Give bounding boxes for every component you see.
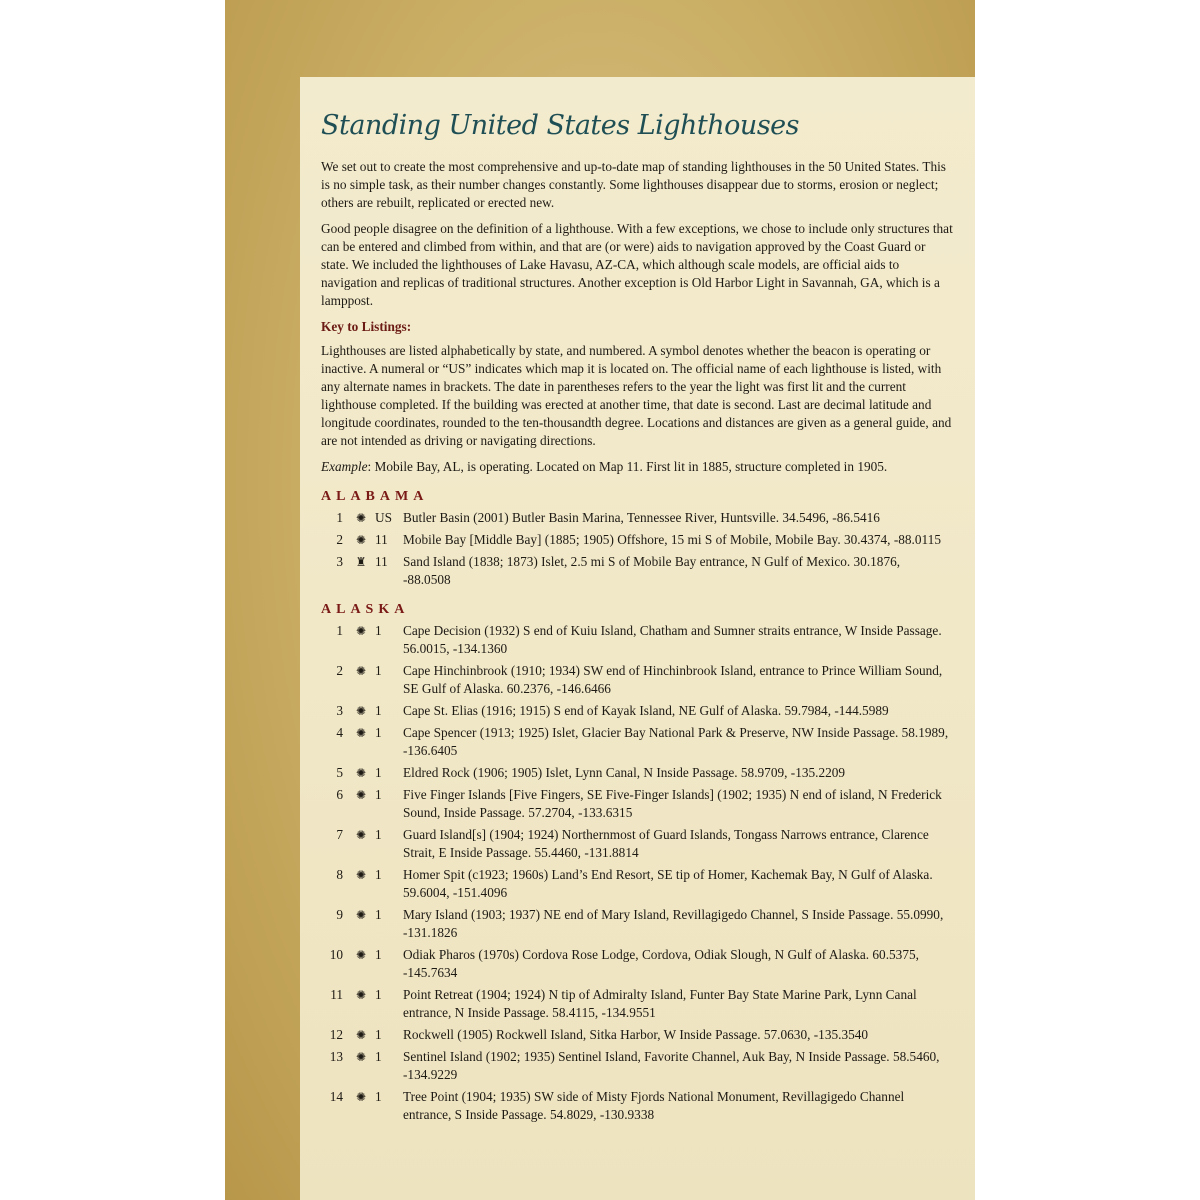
entry-text: Sentinel Island (1902; 1935) Sentinel Island, Favorite Channel, Auk Bay, N Inside Passage. 58.5460, -134.9229 [403,1049,940,1082]
map-number: 1 [375,947,382,962]
operating-lighthouse-icon: ✺ [355,511,367,525]
map-number: 1 [375,703,382,718]
entry-text: Mary Island (1903; 1937) NE end of Mary Island, Revillagigedo Channel, S Inside Passage. 55.0990, -131.1826 [403,907,944,940]
lighthouse-entry [321,826,956,862]
operating-lighthouse-icon: ✺ [355,948,367,962]
operating-lighthouse-icon: ✺ [355,1090,367,1104]
lighthouse-entry [321,724,956,760]
operating-lighthouse-icon: ✺ [355,828,367,842]
entry-number: 11 [330,987,343,1002]
lighthouse-entry [321,1088,956,1124]
operating-lighthouse-icon: ✺ [355,766,367,780]
map-number: 1 [375,663,382,678]
lighthouse-entry [321,1026,956,1044]
entry-number: 2 [336,663,343,678]
entry-number: 5 [336,765,343,780]
map-number: 1 [375,987,382,1002]
entry-number: 7 [336,827,343,842]
example-paragraph [321,458,956,476]
operating-lighthouse-icon: ✺ [355,1028,367,1042]
operating-lighthouse-icon: ✺ [355,533,367,547]
map-number: 11 [375,532,388,547]
intro-paragraph-2: Good people disagree on the definition of a lighthouse. With a few exceptions, we chose to include only structures that can be entered and climbed from within, and that are (or were) aids to navigation approved by the Coast Guard or state. We included the lighthouses of Lake Havasu, AZ-CA, which although scale models, are official aids to navigation and replicas of traditional structures. Another exception is Old Harbor Light in Savannah, GA, which is a lamppost. [321,221,953,308]
entry-number: 8 [336,867,343,882]
map-number: 1 [375,1027,382,1042]
entry-text: Cape Hinchinbrook (1910; 1934) SW end of Hinchinbrook Island, entrance to Prince William Sound, SE Gulf of Alaska. 60.2376, -146.6466 [403,663,943,696]
entry-text: Cape Spencer (1913; 1925) Islet, Glacier Bay National Park & Preserve, NW Inside Passage. 58.1989, -136.6405 [403,725,949,758]
lighthouse-entry [321,1048,956,1084]
entry-text: Homer Spit (c1923; 1960s) Land’s End Resort, SE tip of Homer, Kachemak Bay, N Gulf of Alaska. 59.6004, -151.4096 [403,867,933,900]
intro-paragraph-1: We set out to create the most comprehensive and up-to-date map of standing lighthouses in the 50 United States. This is no simple task, as their number changes constantly. Some lighthouses disappear due to storms, erosion or neglect; others are rebuilt, replicated or erected new. [321,159,946,210]
entry-number: 13 [329,1049,343,1064]
map-number: 11 [375,554,388,569]
operating-lighthouse-icon: ✺ [355,908,367,922]
entry-text: Cape St. Elias (1916; 1915) S end of Kayak Island, NE Gulf of Alaska. 59.7984, -144.5989 [403,703,889,718]
lighthouse-entry [321,662,956,698]
map-number: 1 [375,827,382,842]
lighthouse-entry [321,553,956,589]
entry-text: Tree Point (1904; 1935) SW side of Misty Fjords National Monument, Revillagigedo Channel entrance, S Inside Passage. 54.8029, -130.9338 [403,1089,905,1122]
operating-lighthouse-icon: ✺ [355,868,367,882]
example-label: Example [321,459,368,474]
lighthouse-entry [321,531,956,549]
entry-text: Point Retreat (1904; 1924) N tip of Admiralty Island, Funter Bay State Marine Park, Lynn Canal entrance, N Inside Passage. 58.4115, -134.9551 [403,987,917,1020]
lighthouse-entry [321,786,956,822]
operating-lighthouse-icon: ✺ [355,704,367,718]
lighthouse-entry [321,906,956,942]
entry-number: 12 [329,1027,343,1042]
entry-text: Guard Island[s] (1904; 1924) Northernmost of Guard Islands, Tongass Narrows entrance, Clarence Strait, E Inside Passage. 55.4460, -131.8814 [403,827,929,860]
page-title: Standing United States Lighthouses [321,110,800,141]
operating-lighthouse-icon: ✺ [355,726,367,740]
map-number: 1 [375,725,382,740]
entry-text: Odiak Pharos (1970s) Cordova Rose Lodge, Cordova, Odiak Slough, N Gulf of Alaska. 60.5375, -145.7634 [403,947,919,980]
map-number: 1 [375,907,382,922]
entry-number: 2 [336,532,343,547]
entry-number: 1 [336,623,343,638]
lighthouse-entry [321,702,956,720]
entry-number: 10 [329,947,343,962]
entry-number: 9 [336,907,343,922]
map-number: 1 [375,787,382,802]
operating-lighthouse-icon: ✺ [355,788,367,802]
map-number: 1 [375,1089,382,1104]
entry-text: Eldred Rock (1906; 1905) Islet, Lynn Canal, N Inside Passage. 58.9709, -135.2209 [403,765,846,780]
map-number: 1 [375,1049,382,1064]
lighthouse-entry [321,764,956,782]
inactive-lighthouse-icon: ♜ [355,555,367,569]
entry-text: Butler Basin (2001) Butler Basin Marina, Tennessee River, Huntsville. 34.5496, -86.5416 [403,510,880,525]
state-heading: ALABAMA [321,489,429,504]
example-text: : Mobile Bay, AL, is operating. Located on Map 11. First lit in 1885, structure completed in 1905. [367,459,888,474]
key-heading: Key to Listings: [321,319,412,334]
entry-text: Cape Decision (1932) S end of Kuiu Island, Chatham and Sumner straits entrance, W Inside Passage. 56.0015, -134.1360 [403,623,942,656]
lighthouse-entry [321,946,956,982]
key-text: Lighthouses are listed alphabetically by state, and numbered. A symbol denotes whether the beacon is operating or inactive. A numeral or “US” indicates which map it is located on. The official name of each lighthouse is listed, with any alternate names in brackets. The date in parentheses refers to the year the light was first lit and the current lighthouse completed. If the building was erected at another time, that date is second. Last are decimal latitude and longitude coordinates, rounded to the ten-thousandth degree. Locations and distances are given as a general guide, and are not intended as driving or navigating directions. [321,343,952,448]
operating-lighthouse-icon: ✺ [355,664,367,678]
entry-number: 3 [336,703,343,718]
operating-lighthouse-icon: ✺ [355,624,367,638]
operating-lighthouse-icon: ✺ [355,988,367,1002]
operating-lighthouse-icon: ✺ [355,1050,367,1064]
entry-text: Sand Island (1838; 1873) Islet, 2.5 mi S of Mobile Bay entrance, N Gulf of Mexico. 30.1876, -88.0508 [403,554,901,587]
entry-number: 6 [336,787,343,802]
map-number: US [375,510,392,525]
entry-text: Five Finger Islands [Five Fingers, SE Five-Finger Islands] (1902; 1935) N end of island, N Frederick Sound, Inside Passage. 57.2704, -133.6315 [403,787,942,820]
entry-number: 3 [336,554,343,569]
map-number: 1 [375,867,382,882]
lighthouse-entry [321,509,956,527]
entry-number: 1 [336,510,343,525]
lighthouse-entry [321,986,956,1022]
lighthouse-entry [321,866,956,902]
map-number: 1 [375,765,382,780]
entry-number: 4 [336,725,343,740]
entry-number: 14 [329,1089,343,1104]
entry-text: Mobile Bay [Middle Bay] (1885; 1905) Offshore, 15 mi S of Mobile, Mobile Bay. 30.4374, -88.0115 [403,532,941,547]
listings [321,488,956,1124]
document-content [321,104,956,1128]
state-heading: ALASKA [321,602,410,617]
lighthouse-entry [321,622,956,658]
entry-text: Rockwell (1905) Rockwell Island, Sitka Harbor, W Inside Passage. 57.0630, -135.3540 [403,1027,869,1042]
map-number: 1 [375,623,382,638]
